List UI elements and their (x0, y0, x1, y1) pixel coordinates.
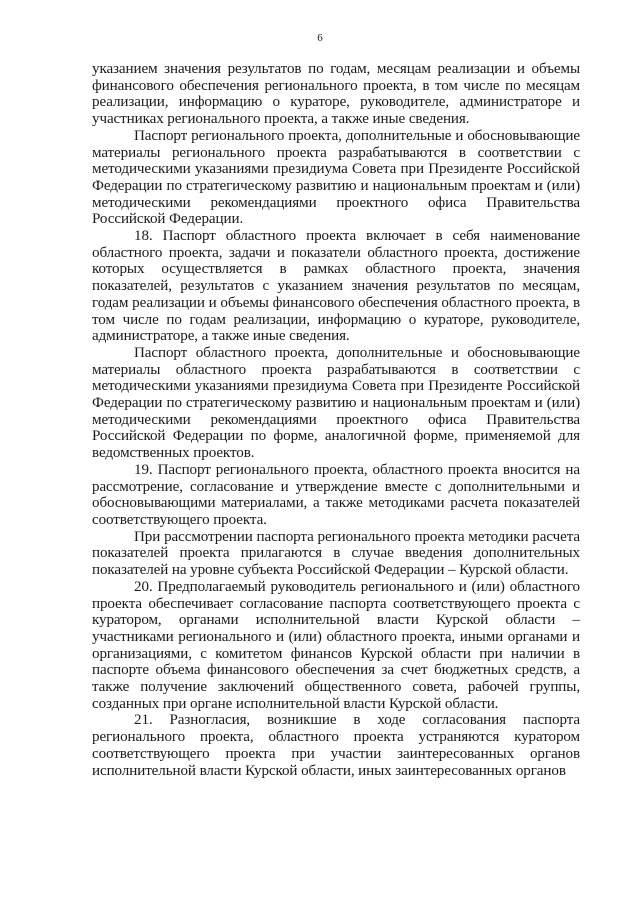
paragraph-oblast-passport-materials: Паспорт областного проекта, дополнительные и обосновывающие материалы областного проекта разрабатываются в соответствии с методическими указаниями президиума Совета при Президенте Российской Федерации по стратегическому развитию и национальным проектам и (или) методическими рекомендациями проектного офиса Правительства Российской Федерации по форме, аналогичной форме, применяемой для ведомственных проектов. (92, 344, 580, 462)
paragraph-item-20: 20. Предполагаемый руководитель регионального и (или) областного проекта обеспечивает согласование паспорта соответствующего проекта с куратором, органами исполнительной власти Курской области – участниками регионального и (или) областного проекта, иными органами и организациями, с комитетом финансов Курской области при наличии в паспорте объема финансового обеспечения за счет бюджетных средств, а также получение заключений общественного совета, рабочей группы, созданных при органе исполнительной власти Курской области. (92, 578, 580, 712)
document-body (92, 61, 580, 779)
paragraph-item-19: 19. Паспорт регионального проекта, областного проекта вносится на рассмотрение, согласование и утверждение вместе с дополнительными и обосновывающими материалами, а также методиками расчета показателей соответствующего проекта. (92, 461, 580, 528)
page-number: 6 (317, 32, 323, 44)
paragraph-regional-passport-materials: Паспорт регионального проекта, дополнительные и обосновывающие материалы регионального проекта разрабатываются в соответствии с методическими указаниями президиума Совета при Президенте Российской Федерации по стратегическому развитию и национальным проектам и (или) методическими рекомендациями проектного офиса Правительства Российской Федерации. (92, 127, 580, 228)
paragraph-continuation: указанием значения результатов по годам, месяцам реализации и объемы финансового обеспечения регионального проекта, в том числе по месяцам реализации, информацию о кураторе, руководителе, администраторе и участниках регионального проекта, а также иные сведения. (92, 61, 580, 128)
paragraph-item-21: 21. Разногласия, возникшие в ходе согласования паспорта регионального проекта, областного проекта устраняются куратором соответствующего проекта при участии заинтересованных органов исполнительной власти Курской области, иных заинтересованных органов (92, 712, 580, 779)
paragraph-item-18: 18. Паспорт областного проекта включает в себя наименование областного проекта, задачи и показатели областного проекта, достижение которых осуществляется в рамках областного проекта, значения показателей, результатов с указанием значения результатов по месяцам, годам реализации и объемы финансового обеспечения областного проекта, в том числе по годам реализации, информацию о кураторе, руководителе, администраторе, а также иные сведения. (92, 228, 580, 345)
paragraph-methodology: При рассмотрении паспорта регионального проекта методики расчета показателей проекта прилагаются в случае введения дополнительных показателей на уровне субъекта Российской Федерации – Курской области. (92, 528, 580, 579)
